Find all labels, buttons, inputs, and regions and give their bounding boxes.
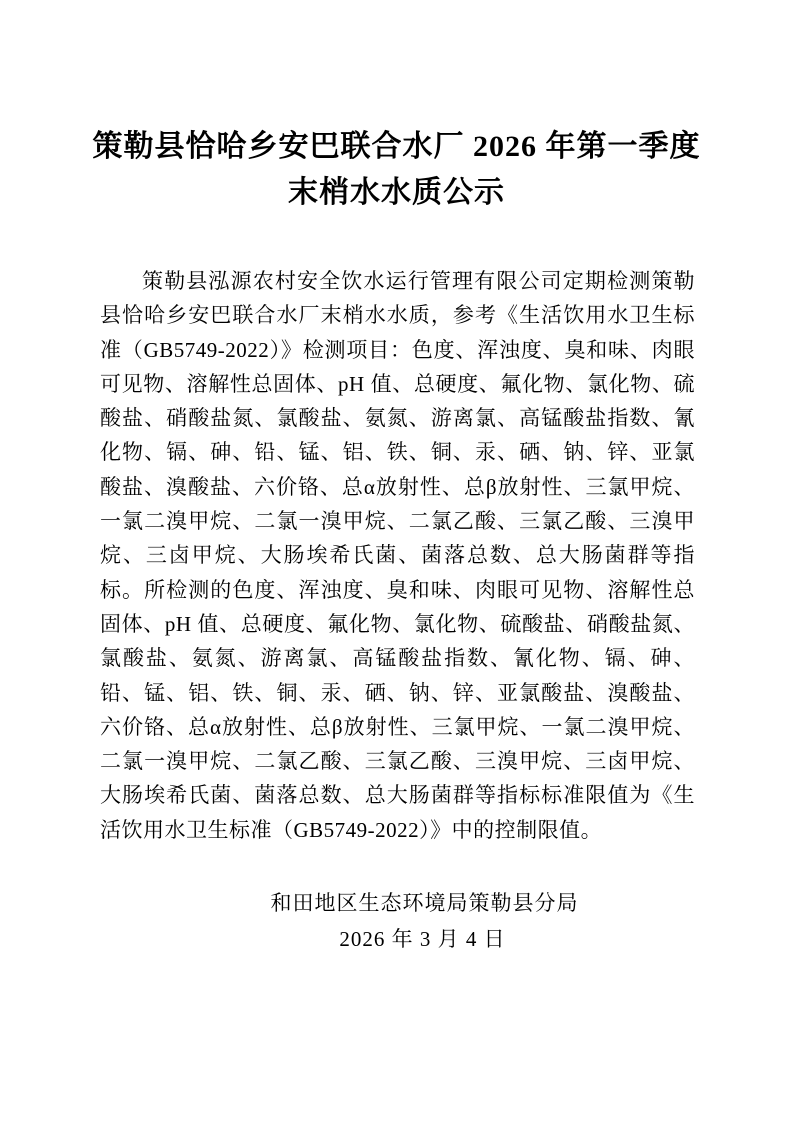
- page-title-line-1: 策勒县恰哈乡安巴联合水厂 2026 年第一季度: [92, 130, 701, 163]
- issue-date: 2026 年 3 月 4 日: [339, 927, 506, 952]
- body-paragraph: 策勒县泓源农村安全饮水运行管理有限公司定期检测策勒县恰哈乡安巴联合水厂末梢水水质，参考《生活饮用水卫生标准（GB5749-2022）》检测项目：色度、浑浊度、臭和味、肉眼可见物、溶解性总固体、pH 值、总硬度、氟化物、氯化物、硫酸盐、硝酸盐氮、氯酸盐、氨氮、游离氯、高锰酸盐指数、氰化物、镉、砷、铅、锰、铝、铁、铜、汞、硒、钠、锌、亚氯酸盐、溴酸盐、六价铬、总α放射性、总β放射性、三氯甲烷、一氯二溴甲烷、二氯一溴甲烷、二氯乙酸、三氯乙酸、三溴甲烷、三卤甲烷、大肠埃希氏菌、菌落总数、总大肠菌群等指标。所检测的色度、浑浊度、臭和味、肉眼可见物、溶解性总固体、pH 值、总硬度、氟化物、氯化物、硫酸盐、硝酸盐氮、氯酸盐、氨氮、游离氯、高锰酸盐指数、氰化物、镉、砷、铅、锰、铝、铁、铜、汞、硒、钠、锌、亚氯酸盐、溴酸盐、六价铬、总α放射性、总β放射性、三氯甲烷、一氯二溴甲烷、二氯一溴甲烷、二氯乙酸、三氯乙酸、三溴甲烷、三卤甲烷、大肠埃希氏菌、菌落总数、总大肠菌群等指标标准限值为《生活饮用水卫生标准（GB5749-2022）》中的控制限值。: [100, 269, 695, 842]
- page-title-line-2: 末梢水水质公示: [288, 176, 505, 209]
- issuing-agency-signature: 和田地区生态环境局策勒县分局: [270, 891, 579, 916]
- page-title: [0, 0, 793, 216]
